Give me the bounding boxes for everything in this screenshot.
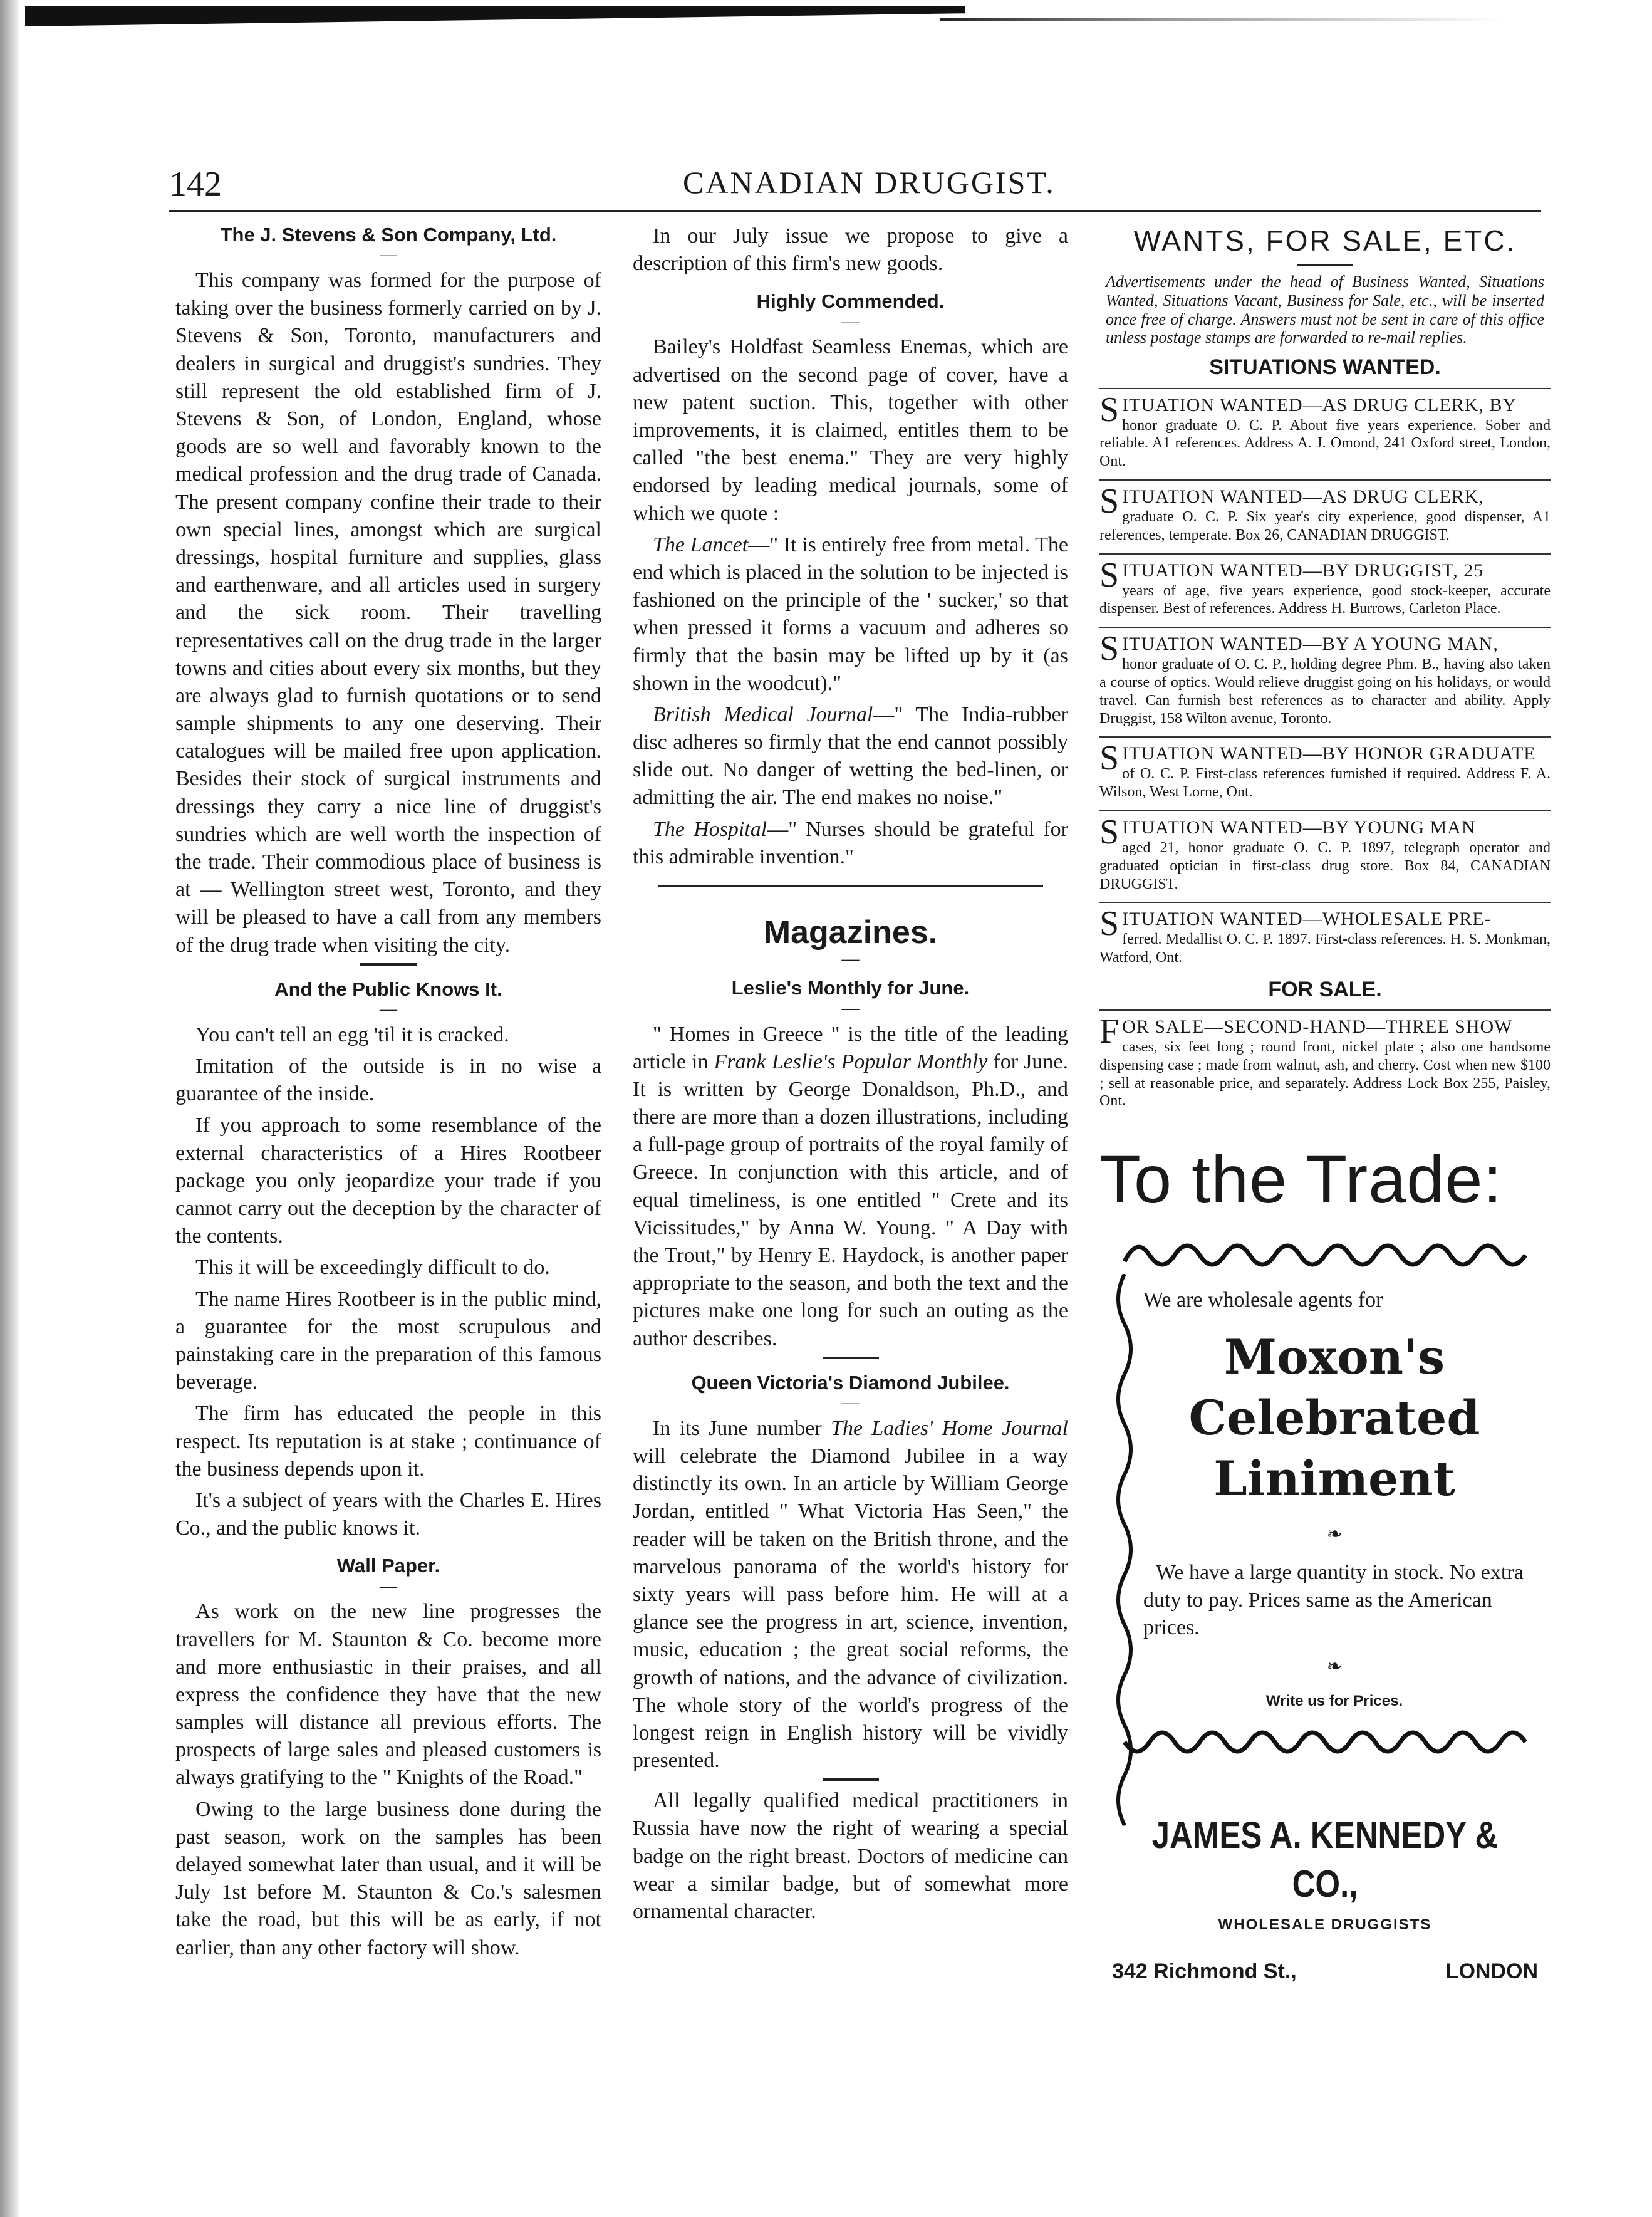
address-street: 342 Richmond St., [1112, 1959, 1297, 1983]
heading-leslie: Leslie's Monthly for June. [731, 977, 970, 999]
source-name: The Lancet [653, 533, 749, 556]
heading-victoria: Queen Victoria's Diamond Jubilee. [691, 1371, 1010, 1394]
section-rule [1297, 264, 1353, 266]
wavy-border-bottom [1099, 1723, 1551, 1767]
text: In its June number [653, 1416, 831, 1440]
classified-notice: Advertisements under the head of Business Wanted, Situations Wanted, Situations Vacant, Business for Sale, etc., will be inserted once free of charge. Answers must not be sent in care of this office unless postage stamps are forwarded to re-mail replies. [1106, 272, 1544, 347]
classified-ad [1099, 479, 1551, 545]
quote-bmj [633, 701, 1068, 812]
paragraph: If you approach to some resemblance of the external characteristics of a Hires Rootbeer package you only jeopardize your trade if you cannot carry out the deception by the character of the contents. [175, 1114, 601, 1248]
paragraph: The name Hires Rootbeer is in the public mind, a guarantee for the most scrupulous and painstaking care in the preparation of this famous beverage. [175, 1287, 601, 1394]
section-separator [658, 885, 1043, 887]
wavy-border-left [1112, 1274, 1137, 1838]
company-address [1099, 1958, 1551, 1985]
divider: — [380, 999, 397, 1020]
paragraph: Owing to the large business done during the past season, work on the samples has been delayed somewhat later than usual, and it will be July 1st before M. Staunton & Co.'s salesmen take the road, but this will be as early, if not earlier, than any other factory will show. [175, 1797, 601, 1959]
ad-body: honor graduate of O. C. P., holding degree Phm. B., having also taken a course of optics. Would relieve druggist going on his holidays, or would travel. Can furnish best references as to character and ability. Apply Druggist, 158 Wilton avenue, Toronto. [1099, 656, 1551, 727]
product-name-line-3: Liniment [1213, 1451, 1455, 1507]
section-rule [360, 963, 417, 966]
heading-public-knows: And the Public Knows It. [274, 978, 502, 1000]
magazine-title: The Ladies' Home Journal [831, 1416, 1068, 1440]
text: " Homes in Greece " is the title of the leading article in [633, 1022, 1068, 1073]
to-the-trade-title: To the Trade: [1099, 1141, 1503, 1218]
ornament-icon: ❧ [1326, 1656, 1343, 1677]
paragraph: The firm has educated the people in this respect. Its reputation is at stake ; continuance of the business depends upon it. [175, 1402, 601, 1481]
product-name-line-2: Celebrated [1188, 1390, 1480, 1446]
text: for June. It is written by George Donaldson, Ph.D., and there are more than a dozen illustrations, including a full-page group of portraits of the royal family of Greece. In conjunction with this article, and of equal timeliness, is one entitled " Crete and its Vicissitudes," by Anna W. Young. " A Day with the Trout," by Henry E. Haydock, is another paper appropriate to the season, and both the text and the pictures make one long for such an outing as the author describes. [633, 1050, 1068, 1350]
ad-body: years of age, five years experience, good stock-keeper, accurate dispenser. Best of references. Address H. Burrows, Carleton Place. [1099, 582, 1551, 617]
page-edge-shadow [0, 0, 19, 2217]
paragraph: In our July issue we propose to give a description of this firm's new goods. [633, 224, 1068, 276]
paragraph: This company was formed for the purpose of taking over the business formerly carried on by J. Stevens & Son, Toronto, manufacturers and dealers in surgical and druggist's sundries. They still represent the old established firm of J. Stevens & Son, of London, England, whose goods are so well and favorably known to the medical profession and the drug trade of Canada. The present company confine their trade to their own special lines, amongst which are surgical dressings, hospital furniture and supplies, glass and earthenware, and all articles used in surgery and the sick room. Their travelling representatives call on the drug trade in the larger towns and cities about every six months, but they are always glad to furnish quotations or to send sample shipments to any one deserving. Their catalogues will be mailed free upon application. Besides their stock of surgical instruments and dressings they carry a nice line of druggist's sundries which are well worth the inspection of the trade. Their commodious place of business is at — Wellington street west, Toronto, and they will be pleased to have a call from any members of the drug trade when visiting the city. [175, 269, 601, 957]
ad-headline: SITUATION WANTED—BY HONOR GRADUATE [1099, 739, 1536, 778]
address-city: LONDON [1445, 1959, 1538, 1983]
ad-body: ferred. Medallist O. C. P. 1897. First-class references. H. S. Monkman, Watford, Ont. [1099, 931, 1551, 966]
wavy-border-top [1099, 1230, 1551, 1274]
section-rule [823, 1357, 879, 1359]
ad-headline: SITUATION WANTED—BY DRUGGIST, 25 [1099, 555, 1484, 595]
paragraph: As work on the new line progresses the travellers for M. Staunton & Co. become more and more enthusiastic in their praises, and all express the confidence they have that the new samples will distance all previous efforts. The prospects of large sales and pleased customers is always gratifying to the " Knights of the Road." [175, 1600, 601, 1790]
product-name-line-1: Moxon's [1223, 1328, 1445, 1385]
classified-ad [1099, 810, 1551, 893]
ad-body: graduate O. C. P. Six year's city experience, good dispenser, A1 references, temperate. Box 26, CANADIAN DRUGGIST. [1099, 508, 1551, 543]
divider: — [841, 949, 860, 969]
ad-headline: SITUATION WANTED—BY A YOUNG MAN, [1099, 629, 1499, 669]
moxon-advertisement [1099, 1274, 1551, 1724]
ad-body: honor graduate O. C. P. About five years experience. Sober and reliable. A1 references. Address A. J. Omond, 241 Oxford street, London, Ont. [1099, 417, 1551, 470]
classified-ad [1099, 902, 1551, 967]
ad-body: cases, six feet long ; round front, nickel plate ; also one handsome dispensing case ; made from walnut, ash, and cherry. Cost when new $100 ; sell at reasonable price, and separately. Address Lock Box 255, Paisley, Ont. [1099, 1039, 1551, 1110]
source-name: British Medical Journal [653, 702, 873, 726]
wants-heading: WANTS, FOR SALE, ETC. [1133, 224, 1517, 257]
quote-lancet [633, 531, 1068, 697]
ad-headline: SITUATION WANTED—AS DRUG CLERK, BY [1099, 390, 1517, 429]
ad-headline: FOR SALE—SECOND-HAND—THREE SHOW [1099, 1012, 1513, 1051]
heading-wall-paper: Wall Paper. [336, 1555, 440, 1577]
classified-ad [1099, 553, 1551, 618]
scan-top-streak [940, 18, 1504, 21]
classified-ad [1099, 627, 1551, 728]
header-rule [169, 210, 1541, 212]
paragraph: This it will be exceedingly difficult to do. [195, 1256, 550, 1280]
paragraph: Imitation of the outside is in no wise a guarantee of the inside. [175, 1055, 601, 1106]
ad-body: of O. C. P. First-class references furnished if required. Address F. A. Wilson, West Lorne, Ont. [1099, 766, 1551, 801]
divider: — [841, 998, 860, 1018]
quote-text: —" Nurses should be grateful for this admirable invention." [633, 817, 1068, 869]
write-for-prices: Write us for Prices. [1265, 1693, 1403, 1710]
heading-highly-commended: Highly Commended. [756, 290, 945, 313]
magazines-heading: Magazines. [763, 914, 938, 951]
company-subtitle: WHOLESALE DRUGGISTS [1218, 1916, 1432, 1934]
running-title: CANADIAN DRUGGIST. [683, 165, 1056, 200]
classified-ad [1099, 736, 1551, 801]
for-sale-heading: FOR SALE. [1268, 977, 1382, 1001]
ad-headline: SITUATION WANTED—AS DRUG CLERK, [1099, 481, 1484, 521]
paragraph-victoria [633, 1415, 1068, 1775]
column-1 [175, 222, 601, 1966]
classified-ad [1099, 388, 1551, 471]
magazine-title: Frank Leslie's Popular Monthly [714, 1050, 988, 1073]
source-name: The Hospital [653, 817, 767, 841]
agents-text: We are wholesale agents for [1143, 1288, 1383, 1312]
page-header [169, 164, 1652, 214]
column-2 [633, 222, 1068, 1929]
quote-text: —" The India-rubber disc adheres so firmly that the end cannot possibly slide out. No danger of wetting the bed-linen, or admitting the air. The end makes no noise." [633, 702, 1068, 810]
paragraph-russia: All legally qualified medical practitioners in Russia have now the right of wearing a special badge on the right breast. Doctors of medicine can wear a similar badge, but of somewhat more ornamental character. [633, 1789, 1068, 1924]
heading-stevens: The J. Stevens & Son Company, Ltd. [220, 224, 557, 246]
paragraph: It's a subject of years with the Charles E. Hires Co., and the public knows it. [175, 1488, 601, 1540]
quote-text: —" It is entirely free from metal. The end which is placed in the solution to be injected is fashioned on the principle of the ' sucker,' so that when pressed it forms a vacuum and adheres so firmly that the basin may be lifted up by it (as shown in the woodcut)." [633, 533, 1068, 695]
ornament-icon: ❧ [1326, 1523, 1343, 1545]
divider: — [380, 245, 397, 265]
paragraph: You can't tell an egg 'til it is cracked. [195, 1023, 509, 1046]
section-rule [823, 1778, 879, 1781]
divider: — [380, 1576, 397, 1596]
ad-body: aged 21, honor graduate O. C. P. 1897, telegraph operator and graduated optician in first-class drug store. Box 84, CANADIAN DRUGGIST. [1099, 839, 1551, 892]
stock-text: We have a large quantity in stock. No extra duty to pay. Prices same as the American prices. [1143, 1560, 1524, 1640]
company-name: JAMES A. KENNEDY & CO., [1151, 1814, 1499, 1906]
divider: — [841, 1393, 860, 1413]
divider: — [841, 311, 860, 331]
paragraph: Bailey's Holdfast Seamless Enemas, which are advertised on the second page of cover, have a new patent suction. This, together with other improvements, it is claimed, entitles them to be called "the best enema." They are very highly endorsed by leading medical journals, some of which we quote : [633, 335, 1068, 525]
paragraph-leslie [633, 1021, 1068, 1353]
page-number: 142 [169, 165, 222, 204]
for-sale-ad [1099, 1009, 1551, 1110]
scan-top-bar [25, 6, 965, 26]
situations-wanted-heading: SITUATIONS WANTED. [1209, 355, 1441, 380]
text: will celebrate the Diamond Jubilee in a way distinctly its own. In an article by William George Jordan, entitled " What Victoria Has Seen," the reader will be taken on the British throne, and the marvelous panorama of the world's history for sixty years will pass before him. He will at a glance see the progress in art, science, invention, music, education ; the great social reforms, the growth of nations, and the advance of civilization. The whole story of the world's progress of the longest reign in English history will be vividly presented. [633, 1444, 1068, 1773]
ad-headline: SITUATION WANTED—BY YOUNG MAN [1099, 812, 1476, 852]
column-3 [1099, 222, 1551, 1985]
ad-headline: SITUATION WANTED—WHOLESALE PRE- [1099, 904, 1492, 944]
quote-hospital [633, 816, 1068, 871]
